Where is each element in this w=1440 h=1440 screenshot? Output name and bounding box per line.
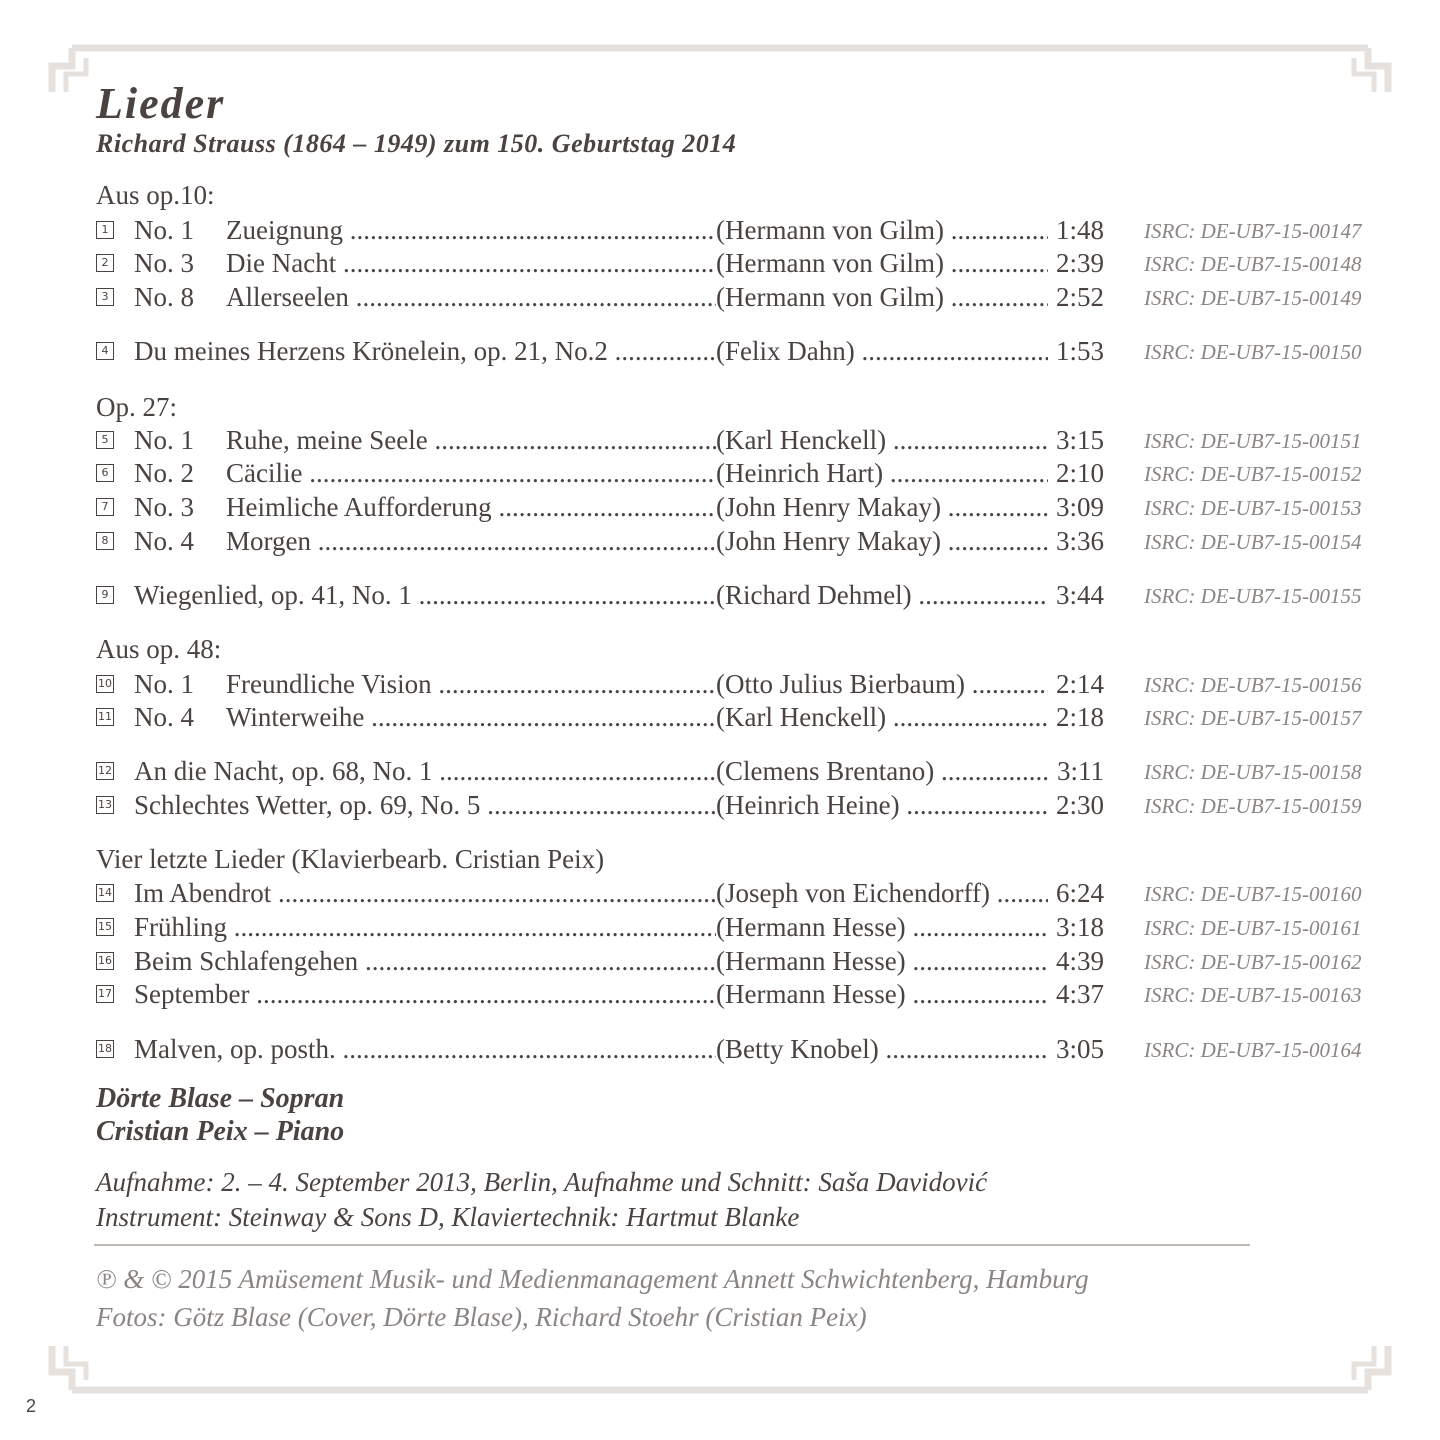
track-duration: 3:05 — [1048, 1032, 1104, 1066]
track-duration: 2:39 — [1048, 246, 1104, 280]
track-poet — [716, 910, 1102, 944]
track-poet — [716, 213, 1102, 247]
track-title-text: An die Nacht, op. 68, No. 1 — [134, 756, 433, 786]
track-poet — [716, 977, 1102, 1011]
opus-number: No. 8 — [134, 282, 194, 312]
track-title-text: Frühling — [134, 912, 228, 942]
track-title — [134, 910, 808, 944]
track-row — [96, 334, 1386, 368]
opus-number: No. 1 — [134, 669, 194, 699]
track-isrc: ISRC: DE-UB7-15-00151 — [1144, 429, 1362, 453]
track-duration: 2:18 — [1048, 700, 1104, 734]
track-poet-text: (Richard Dehmel) — [716, 580, 912, 610]
track-number: 16 — [96, 952, 114, 970]
track-number: 17 — [96, 985, 114, 1003]
track-row — [96, 213, 1386, 247]
track-poet — [716, 754, 1102, 788]
track-poet-text: (John Henry Makay) — [716, 492, 941, 522]
opus-number: No. 1 — [134, 215, 194, 245]
track-duration: 3:11 — [1048, 754, 1104, 788]
track-row — [96, 246, 1386, 280]
track-isrc: ISRC: DE-UB7-15-00161 — [1144, 916, 1362, 940]
track-isrc: ISRC: DE-UB7-15-00148 — [1144, 252, 1362, 276]
track-title-text: Beim Schlafengehen — [134, 946, 359, 976]
track-isrc: ISRC: DE-UB7-15-00152 — [1144, 462, 1362, 486]
performer-soprano: Dörte Blase – Sopran — [96, 1083, 345, 1114]
track-isrc: ISRC: DE-UB7-15-00163 — [1144, 983, 1362, 1007]
track-number: 6 — [96, 464, 114, 482]
track-poet-text: (Hermann Hesse) — [716, 912, 906, 942]
track-title-text: Cäcilie — [226, 458, 303, 488]
track-title-text: Heimliche Aufforderung — [226, 492, 492, 522]
track-title — [134, 578, 808, 612]
track-row — [96, 423, 1386, 457]
track-poet — [716, 578, 1102, 612]
track-number: 1 — [96, 221, 114, 239]
track-poet-text: (Karl Henckell) — [716, 702, 887, 732]
track-duration: 2:14 — [1048, 667, 1104, 701]
track-isrc: ISRC: DE-UB7-15-00153 — [1144, 496, 1362, 520]
track-poet-text: (Hermann von Gilm) — [716, 248, 944, 278]
track-number: 5 — [96, 431, 114, 449]
track-poet — [716, 1032, 1102, 1066]
track-poet — [716, 667, 1102, 701]
track-poet — [716, 280, 1102, 314]
track-title-text: Schlechtes Wetter, op. 69, No. 5 — [134, 790, 481, 820]
track-row — [96, 788, 1386, 822]
track-title-text: Ruhe, meine Seele — [226, 425, 428, 455]
track-number: 12 — [96, 762, 114, 780]
section-heading-op10: Aus op.10: — [96, 180, 215, 210]
section-heading-op48: Aus op. 48: — [96, 634, 222, 664]
track-title-text: Zueignung — [226, 215, 343, 245]
track-duration: 3:36 — [1048, 524, 1104, 558]
track-poet-text: (Hermann Hesse) — [716, 946, 906, 976]
track-poet — [716, 876, 1102, 910]
track-poet-text: (Hermann von Gilm) — [716, 215, 944, 245]
instrument-info: Instrument: Steinway & Sons D, Klaviertechnik: Hartmut Blanke — [96, 1202, 800, 1232]
track-number: 18 — [96, 1040, 114, 1058]
track-isrc: ISRC: DE-UB7-15-00149 — [1144, 286, 1362, 310]
track-row — [96, 667, 1386, 701]
track-title-text: Malven, op. posth. — [134, 1034, 336, 1064]
track-title — [134, 1032, 808, 1066]
opus-number: No. 2 — [134, 458, 194, 488]
track-title-text: Die Nacht — [226, 248, 337, 278]
track-poet-text: (John Henry Makay) — [716, 526, 941, 556]
track-duration: 2:10 — [1048, 456, 1104, 490]
track-row — [96, 754, 1386, 788]
track-title-text: Freundliche Vision — [226, 669, 432, 699]
track-title — [134, 788, 808, 822]
track-poet-text: (Hermann von Gilm) — [716, 282, 944, 312]
track-poet-text: (Otto Julius Bierbaum) — [716, 669, 965, 699]
track-isrc: ISRC: DE-UB7-15-00155 — [1144, 584, 1362, 608]
track-isrc: ISRC: DE-UB7-15-00150 — [1144, 340, 1362, 364]
track-number: 2 — [96, 254, 114, 272]
track-isrc: ISRC: DE-UB7-15-00147 — [1144, 219, 1362, 243]
track-duration: 2:30 — [1048, 788, 1104, 822]
track-row — [96, 524, 1386, 558]
track-poet-text: (Heinrich Hart) — [716, 458, 884, 488]
track-duration: 1:48 — [1048, 213, 1104, 247]
track-poet-text: (Heinrich Heine) — [716, 790, 900, 820]
opus-number: No. 1 — [134, 425, 194, 455]
opus-number: No. 4 — [134, 526, 194, 556]
photo-credits: Fotos: Götz Blase (Cover, Dörte Blase), Richard Stoehr (Cristian Peix) — [96, 1302, 867, 1332]
track-title — [134, 754, 808, 788]
opus-number: No. 3 — [134, 248, 194, 278]
track-row — [96, 456, 1386, 490]
track-number: 9 — [96, 586, 114, 604]
track-poet-text: (Joseph von Eichendorff) — [716, 878, 990, 908]
track-row — [96, 977, 1386, 1011]
track-row — [96, 876, 1386, 910]
track-number: 3 — [96, 288, 114, 306]
track-isrc: ISRC: DE-UB7-15-00156 — [1144, 673, 1362, 697]
track-title-text: Du meines Herzens Krönelein, op. 21, No.2 — [134, 336, 608, 366]
page-title: Lieder — [96, 79, 226, 128]
track-title-text: Wiegenlied, op. 41, No. 1 — [134, 580, 412, 610]
track-duration: 4:37 — [1048, 977, 1104, 1011]
track-number: 11 — [96, 708, 114, 726]
track-row — [96, 578, 1386, 612]
track-number: 15 — [96, 918, 114, 936]
track-row — [96, 280, 1386, 314]
track-poet — [716, 700, 1102, 734]
copyright-notice: ℗ & © 2015 Amüsement Musik- und Medienmanagement Annett Schwichtenberg, Hamburg — [96, 1264, 1089, 1294]
track-duration: 4:39 — [1048, 944, 1104, 978]
track-isrc: ISRC: DE-UB7-15-00158 — [1144, 760, 1362, 784]
track-poet-text: (Hermann Hesse) — [716, 979, 906, 1009]
track-row — [96, 910, 1386, 944]
track-title — [134, 876, 808, 910]
track-duration: 1:53 — [1048, 334, 1104, 368]
track-number: 10 — [96, 675, 114, 693]
performer-piano: Cristian Peix – Piano — [96, 1116, 345, 1147]
page-number: 2 — [26, 1396, 37, 1416]
track-duration: 3:18 — [1048, 910, 1104, 944]
track-poet — [716, 944, 1102, 978]
track-isrc: ISRC: DE-UB7-15-00160 — [1144, 882, 1362, 906]
track-poet — [716, 524, 1102, 558]
track-row — [96, 944, 1386, 978]
track-poet-text: (Betty Knobel) — [716, 1034, 879, 1064]
track-isrc: ISRC: DE-UB7-15-00164 — [1144, 1038, 1362, 1062]
divider — [94, 1244, 1250, 1246]
page-subtitle: Richard Strauss (1864 – 1949) zum 150. Geburtstag 2014 — [96, 129, 737, 158]
track-duration: 2:52 — [1048, 280, 1104, 314]
track-row — [96, 490, 1386, 524]
track-title-text: September — [134, 979, 250, 1009]
track-row — [96, 700, 1386, 734]
track-title-text: Morgen — [226, 526, 311, 556]
section-heading-vier-letzte-lieder: Vier letzte Lieder (Klavierbearb. Cristian Peix) — [96, 844, 605, 874]
track-poet-text: (Karl Henckell) — [716, 425, 887, 455]
track-poet — [716, 490, 1102, 524]
opus-number: No. 3 — [134, 492, 194, 522]
track-isrc: ISRC: DE-UB7-15-00154 — [1144, 530, 1362, 554]
track-row — [96, 1032, 1386, 1066]
track-duration: 3:09 — [1048, 490, 1104, 524]
track-title-text: Winterweihe — [226, 702, 365, 732]
track-number: 13 — [96, 796, 114, 814]
track-title — [134, 977, 808, 1011]
track-title — [134, 944, 808, 978]
track-title — [134, 334, 808, 368]
track-poet — [716, 334, 1102, 368]
track-isrc: ISRC: DE-UB7-15-00157 — [1144, 706, 1362, 730]
track-poet — [716, 788, 1102, 822]
track-number: 14 — [96, 884, 114, 902]
track-duration: 6:24 — [1048, 876, 1104, 910]
track-title-text: Im Abendrot — [134, 878, 272, 908]
track-isrc: ISRC: DE-UB7-15-00159 — [1144, 794, 1362, 818]
track-poet-text: (Clemens Brentano) — [716, 756, 935, 786]
track-isrc: ISRC: DE-UB7-15-00162 — [1144, 950, 1362, 974]
recording-info: Aufnahme: 2. – 4. September 2013, Berlin, Aufnahme und Schnitt: Saša Davidović — [96, 1167, 988, 1197]
track-number: 4 — [96, 342, 114, 360]
track-poet — [716, 456, 1102, 490]
track-poet — [716, 246, 1102, 280]
track-poet — [716, 423, 1102, 457]
opus-number: No. 4 — [134, 702, 194, 732]
track-title-text: Allerseelen — [226, 282, 349, 312]
track-duration: 3:15 — [1048, 423, 1104, 457]
track-number: 8 — [96, 532, 114, 550]
track-poet-text: (Felix Dahn) — [716, 336, 855, 366]
track-number: 7 — [96, 498, 114, 516]
section-heading-op27: Op. 27: — [96, 392, 177, 422]
track-duration: 3:44 — [1048, 578, 1104, 612]
